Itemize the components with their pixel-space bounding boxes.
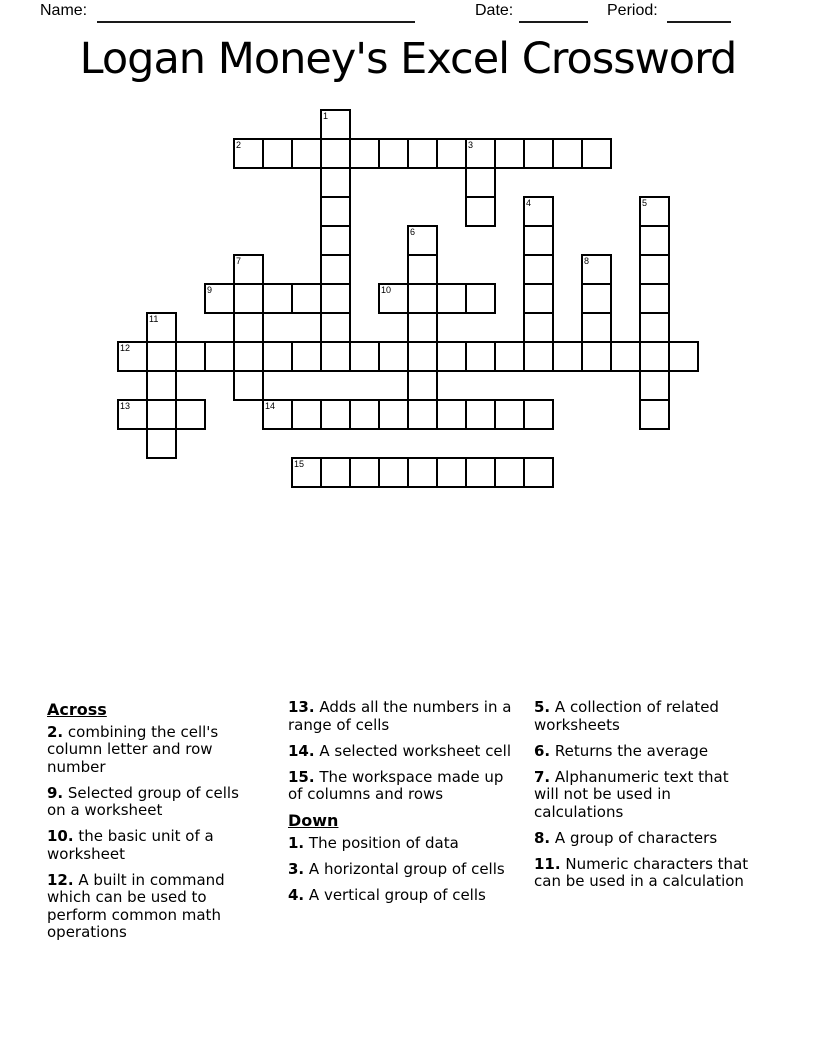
grid-cell[interactable] (581, 138, 612, 169)
clue-number: 15. (288, 767, 315, 786)
grid-cell[interactable] (552, 341, 583, 372)
grid-cell[interactable] (494, 457, 525, 488)
clue-number: 8. (534, 828, 551, 847)
grid-number-2: 2 (236, 140, 242, 150)
clue-number: 10. (47, 827, 74, 845)
grid-cell[interactable] (349, 399, 380, 430)
grid-cell[interactable] (320, 399, 351, 430)
clue-10: 10. the basic unit of a worksheet (47, 827, 214, 863)
grid-cell[interactable] (320, 196, 351, 227)
grid-number-15: 15 (294, 459, 305, 469)
grid-cell[interactable] (320, 341, 351, 372)
grid-number-5: 5 (642, 198, 648, 208)
grid-cell[interactable] (436, 399, 467, 430)
grid-cell[interactable] (465, 341, 496, 372)
page-title: Logan Money's Excel Crossword (79, 34, 737, 84)
grid-cell[interactable] (378, 399, 409, 430)
grid-cell[interactable] (610, 341, 641, 372)
grid-cell[interactable] (349, 341, 380, 372)
grid-cell[interactable] (175, 341, 206, 372)
clue-11: 11. Numeric characters that can be used in a calculation (534, 854, 749, 890)
grid-cell[interactable] (262, 341, 293, 372)
clue-number: 11. (534, 854, 561, 873)
clue-13: 13. Adds all the numbers in a range of cells (288, 698, 512, 734)
grid-cell[interactable] (407, 138, 438, 169)
grid-cell[interactable] (291, 283, 322, 314)
grid-number-6: 6 (410, 227, 416, 237)
grid-cell[interactable] (465, 283, 496, 314)
clue-number: 4. (288, 885, 305, 904)
grid-number-14: 14 (265, 401, 276, 411)
grid-cell[interactable] (320, 254, 351, 285)
period-blank-line[interactable] (667, 6, 731, 23)
grid-number-9: 9 (207, 285, 213, 295)
grid-cell[interactable] (639, 283, 670, 314)
grid-cell[interactable] (320, 138, 351, 169)
grid-cell[interactable] (465, 399, 496, 430)
grid-cell[interactable] (523, 457, 554, 488)
grid-cell[interactable] (233, 312, 264, 343)
grid-cell[interactable] (233, 283, 264, 314)
grid-number-1: 1 (323, 111, 329, 121)
grid-cell[interactable] (378, 341, 409, 372)
grid-cell[interactable] (175, 399, 206, 430)
grid-cell[interactable] (204, 341, 235, 372)
grid-cell[interactable] (436, 341, 467, 372)
clue-number: 6. (534, 741, 551, 760)
grid-cell[interactable] (436, 283, 467, 314)
grid-cell[interactable] (291, 399, 322, 430)
clue-14: 14. A selected worksheet cell (288, 741, 511, 760)
clue-number: 2. (47, 722, 64, 741)
clue-number: 7. (534, 767, 551, 786)
grid-cell[interactable] (146, 399, 177, 430)
grid-cell[interactable] (494, 399, 525, 430)
grid-cell[interactable] (146, 370, 177, 401)
grid-cell[interactable] (639, 399, 670, 430)
clue-3: 3. A horizontal group of cells (288, 859, 505, 878)
grid-cell[interactable] (523, 138, 554, 169)
across-header: Across (47, 700, 107, 719)
name-blank-line[interactable] (97, 6, 415, 23)
grid-cell[interactable] (349, 457, 380, 488)
clue-number: 13. (288, 698, 315, 716)
grid-cell[interactable] (465, 196, 496, 227)
grid-number-13: 13 (120, 401, 131, 411)
name-label: Name: (40, 2, 88, 19)
grid-cell[interactable] (291, 341, 322, 372)
grid-cell[interactable] (639, 254, 670, 285)
clue-number: 14. (288, 741, 315, 760)
grid-cell[interactable] (349, 138, 380, 169)
grid-cell[interactable] (407, 283, 438, 314)
grid-cell[interactable] (581, 341, 612, 372)
grid-cell[interactable] (320, 283, 351, 314)
grid-cell[interactable] (436, 457, 467, 488)
grid-cell[interactable] (233, 370, 264, 401)
grid-cell[interactable] (320, 225, 351, 256)
clue-1: 1. The position of data (288, 833, 459, 852)
clue-6: 6. Returns the average (534, 741, 709, 760)
grid-cell[interactable] (407, 370, 438, 401)
clue-15: 15. The workspace made up of columns and rows (288, 767, 504, 803)
grid-cell[interactable] (320, 312, 351, 343)
clue-8: 8. A group of characters (534, 828, 718, 847)
grid-cell[interactable] (552, 138, 583, 169)
clue-9: 9. Selected group of cells on a worksheet (47, 783, 239, 819)
grid-cell[interactable] (436, 138, 467, 169)
grid-cell[interactable] (523, 283, 554, 314)
clue-number: 5. (534, 698, 551, 716)
clue-column-3 (534, 699, 752, 899)
grid-cell[interactable] (639, 341, 670, 372)
date-label: Date: (475, 2, 514, 19)
grid-cell[interactable] (291, 138, 322, 169)
grid-cell[interactable] (639, 370, 670, 401)
grid-cell[interactable] (378, 138, 409, 169)
clue-number: 9. (47, 783, 64, 802)
grid-cell[interactable] (581, 283, 612, 314)
clue-2: 2. combining the cell's column letter and row number (47, 722, 219, 776)
grid-number-3: 3 (468, 140, 474, 150)
grid-cell[interactable] (523, 254, 554, 285)
grid-cell[interactable] (581, 312, 612, 343)
grid-cell[interactable] (233, 341, 264, 372)
grid-cell[interactable] (262, 283, 293, 314)
grid-number-12: 12 (120, 343, 131, 353)
grid-cell[interactable] (146, 428, 177, 459)
grid-cell[interactable] (494, 138, 525, 169)
grid-cell[interactable] (320, 167, 351, 198)
grid-cell[interactable] (407, 254, 438, 285)
clue-7: 7. Alphanumeric text that will not be used in calculations (534, 767, 729, 821)
grid-cell[interactable] (320, 457, 351, 488)
grid-cell[interactable] (523, 341, 554, 372)
clue-column-2 (288, 699, 516, 913)
grid-cell[interactable] (407, 341, 438, 372)
clue-12: 12. A built in command which can be used to perform common math operations (47, 870, 225, 941)
clue-number: 1. (288, 833, 305, 852)
grid-number-4: 4 (526, 198, 532, 208)
grid-cell[interactable] (146, 341, 177, 372)
grid-number-8: 8 (584, 256, 590, 266)
clue-number: 3. (288, 859, 305, 878)
grid-cell[interactable] (262, 138, 293, 169)
down-header: Down (288, 811, 339, 830)
clue-number: 12. (47, 870, 74, 889)
grid-cell[interactable] (378, 457, 409, 488)
grid-number-7: 7 (236, 256, 242, 266)
clue-5: 5. A collection of related worksheets (534, 698, 719, 734)
grid-cell[interactable] (639, 225, 670, 256)
grid-cell[interactable] (668, 341, 699, 372)
grid-number-10: 10 (381, 285, 392, 295)
grid-cell[interactable] (465, 457, 496, 488)
grid-cell[interactable] (407, 457, 438, 488)
grid-cell[interactable] (523, 312, 554, 343)
clue-column-1 (47, 699, 247, 950)
grid-cell[interactable] (407, 312, 438, 343)
grid-number-11: 11 (149, 314, 159, 324)
grid-cell[interactable] (407, 399, 438, 430)
period-label: Period: (607, 2, 658, 19)
grid-cell[interactable] (523, 225, 554, 256)
grid-cell[interactable] (465, 167, 496, 198)
grid-cell[interactable] (494, 341, 525, 372)
clue-4: 4. A vertical group of cells (288, 885, 486, 904)
grid-cell[interactable] (639, 312, 670, 343)
date-blank-line[interactable] (519, 6, 588, 23)
grid-cell[interactable] (523, 399, 554, 430)
